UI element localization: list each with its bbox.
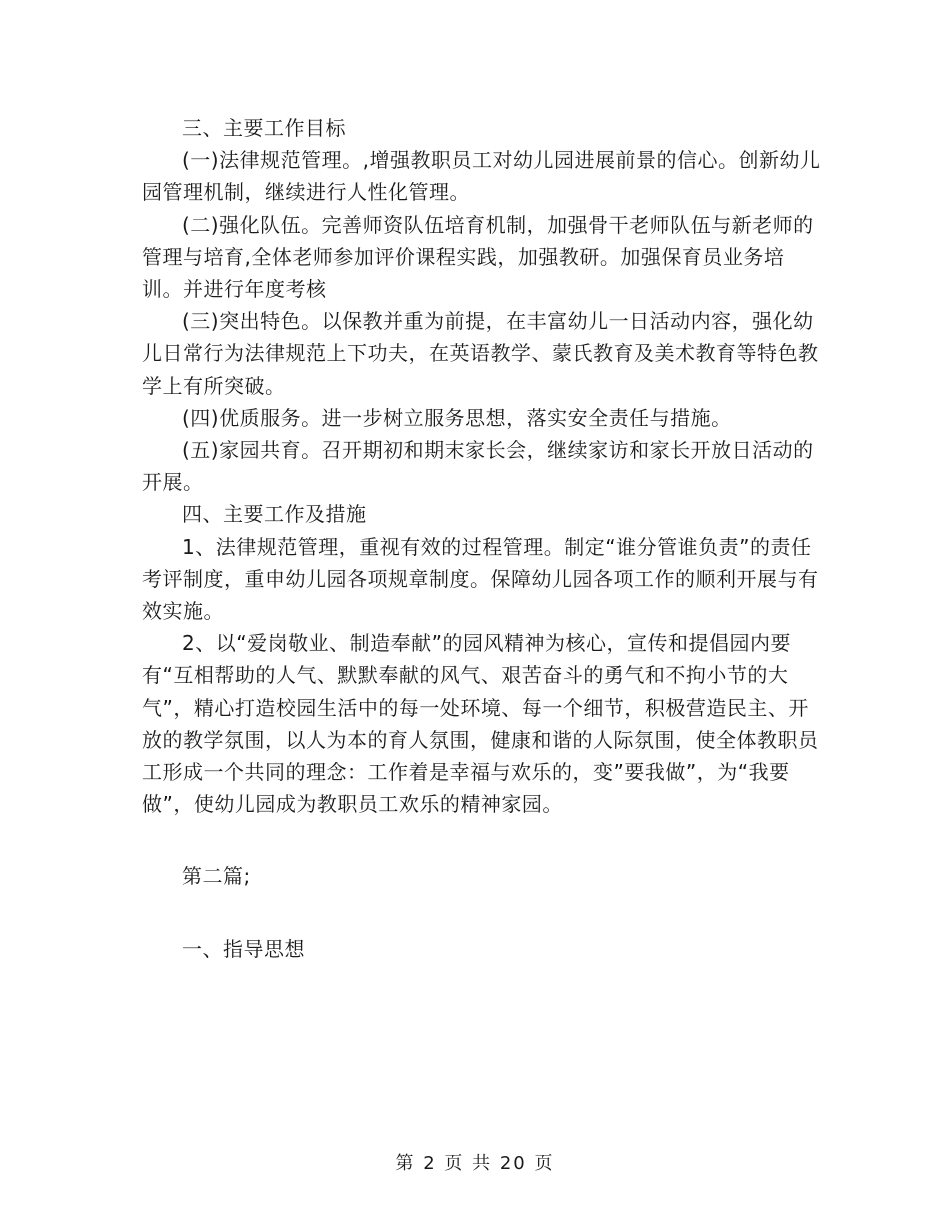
paragraph-goal-4: (四)优质服务。进一步树立服务思想，落实安全责任与措施。 bbox=[182, 405, 732, 430]
paragraph-goal-1: (一)法律规范管理。,增强教职员工对幼儿园进展前景的信心。创新幼儿园管理机制，继续进行人性化管理。 bbox=[142, 148, 821, 205]
spacer bbox=[142, 820, 822, 860]
paragraph-goal-2: (二)强化队伍。完善师资队伍培育机制，加强骨干老师队伍与新老师的管理与培育,全体老师参加评价课程实践，加强教研。加强保育员业务培训。并进行年度考核 bbox=[142, 212, 814, 302]
paragraph-goal-3: (三)突出特色。以保教并重为前提，在丰富幼儿一日活动内容，强化幼儿日常行为法律规范上下功夫，在英语教学、蒙氏教育及美术教育等特色教学上有所突破。 bbox=[142, 309, 819, 398]
spacer bbox=[142, 893, 822, 933]
page-number-footer: 第 2 页 共 20 页 bbox=[395, 1153, 555, 1174]
section-heading-guiding-thought: 一、指导思想 bbox=[182, 936, 305, 961]
paragraph-measure-2: 2、以“爱岗敬业、制造奉献”的园风精神为核心，宣传和提倡园内要有“互相帮助的人气、默默奉献的风气、艰苦奋斗的勇气和不拘小节的大气”，精心打造校园生活中的每一处环境、每一个细节，积极营造民主、开放的教学氛围，以人为本的育人氛围，健康和谐的人际氛围，使全体教职员工形成一个共同的理念：工作着是幸福与欢乐的，变”要我做”，为“我要做”，使幼儿园成为教职员工欢乐的精神家园。 bbox=[142, 631, 819, 817]
section-heading-goals: 三、主要工作目标 bbox=[182, 116, 346, 140]
paragraph-measure-1: 1、法律规范管理，重视有效的过程管理。制定“谁分管谁负责”的责任考评制度，重申幼儿园各项规章制度。保障幼儿园各项工作的顺利开展与有效实施。 bbox=[142, 534, 819, 624]
section-heading-measures: 四、主要工作及措施 bbox=[182, 502, 367, 527]
document-body bbox=[142, 112, 822, 965]
paragraph-goal-5: (五)家园共育。召开期初和期末家长会，继续家访和家长开放日活动的开展。 bbox=[142, 438, 814, 495]
second-section-label: 第二篇; bbox=[182, 864, 251, 889]
